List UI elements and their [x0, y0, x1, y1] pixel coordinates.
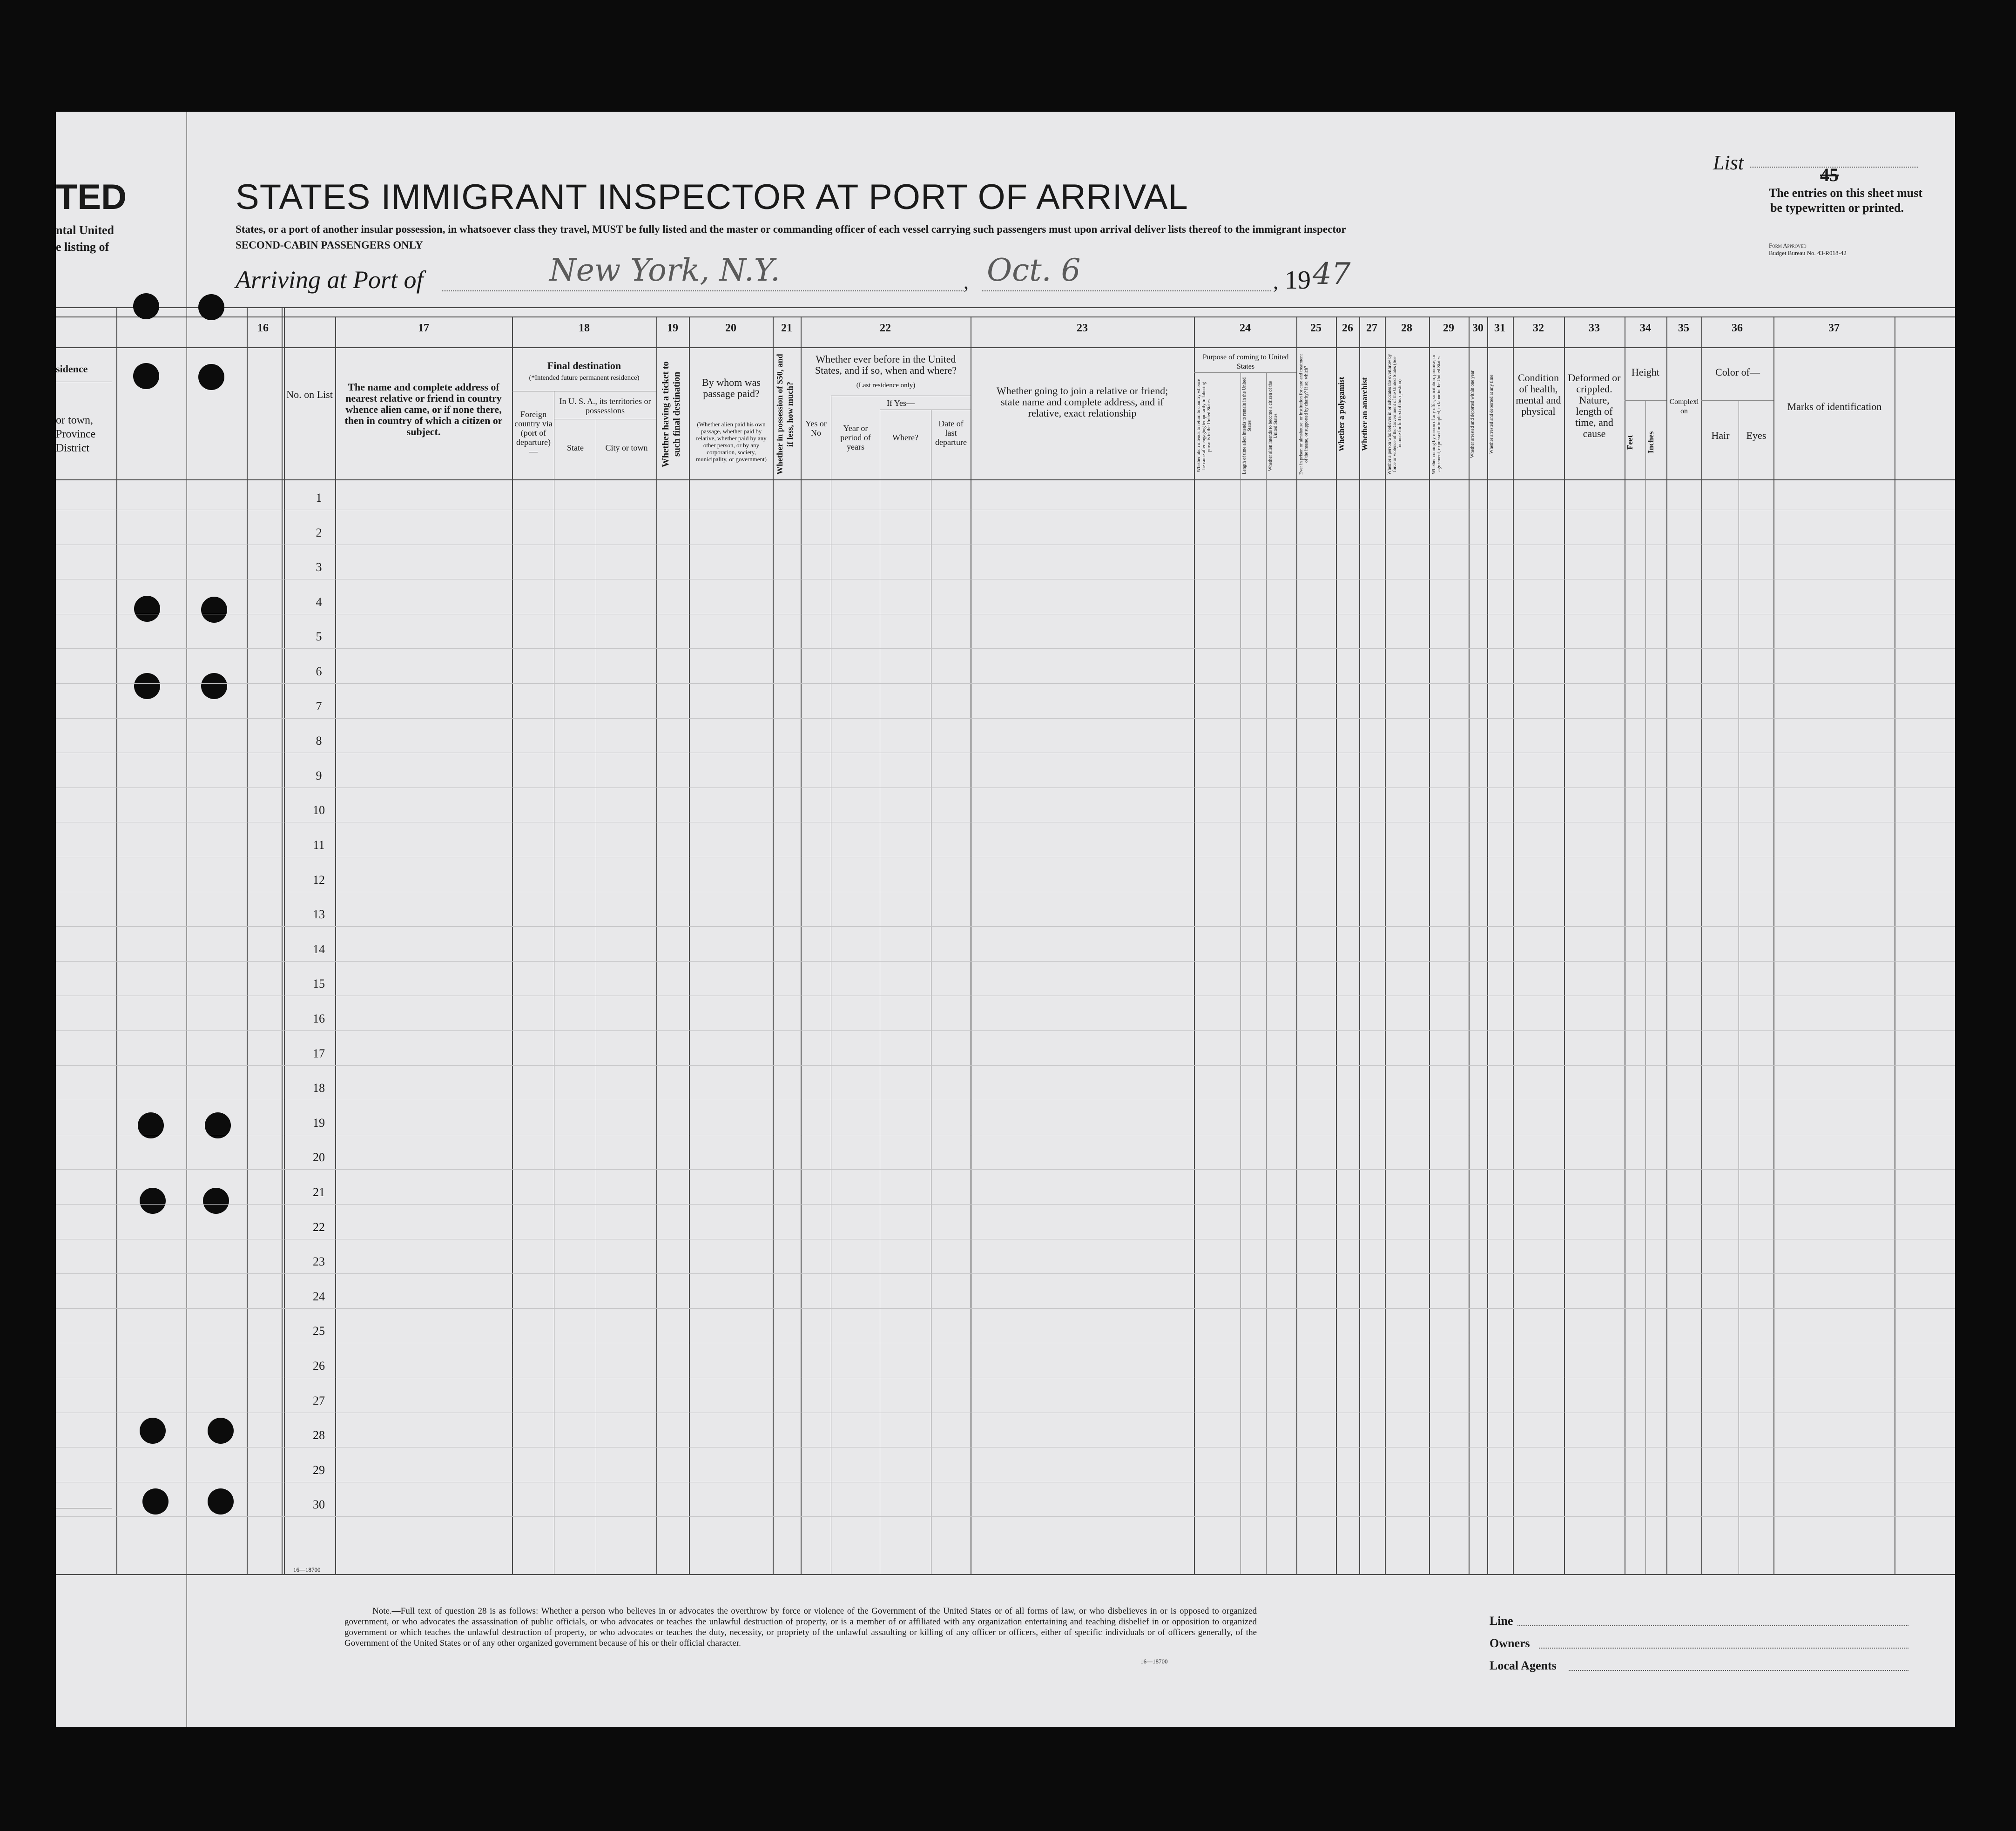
col-num-26: 26 — [1342, 322, 1353, 334]
title-fragment: TED — [56, 177, 127, 217]
row-number: 30 — [313, 1498, 325, 1512]
col-num-27: 27 — [1366, 322, 1377, 334]
header-c18-title: Final destination — [547, 360, 621, 371]
header-c36-title: Color of— — [1715, 366, 1760, 378]
header-c20-note: (Whether alien paid his own passage, whether paid by relative, whether paid by any other person, or by any corporation, society, municipality, or government) — [696, 421, 767, 463]
side-line-1: ntal United — [56, 223, 114, 237]
date-line — [982, 290, 1271, 291]
line-label: Line — [1490, 1614, 1513, 1628]
row-number: 24 — [313, 1289, 325, 1303]
header-c22-yesno: Yes or No — [805, 419, 827, 438]
header-c34-title: Height — [1632, 366, 1659, 378]
row-number: 19 — [313, 1116, 325, 1130]
date-value: Oct. 6 — [987, 252, 1081, 288]
header-c30: Whether arrested and deported within one year — [1470, 370, 1475, 458]
col-num-34: 34 — [1640, 322, 1651, 334]
col-num-36: 36 — [1732, 322, 1743, 334]
row-number: 12 — [313, 873, 325, 887]
row-number: 28 — [313, 1428, 325, 1442]
row-number: 8 — [316, 734, 322, 748]
row-number: 10 — [313, 803, 325, 817]
header-c23: Whether going to join a relative or friend; state name and complete address, and if relative, exact relationship — [996, 385, 1168, 419]
row-number: 1 — [316, 491, 322, 505]
header-c34-inches: Inches — [1646, 431, 1655, 453]
owners-field — [1539, 1648, 1908, 1649]
port-line — [442, 290, 964, 291]
owners-label: Owners — [1490, 1636, 1530, 1650]
row-number: 27 — [313, 1393, 325, 1407]
header-c33: Deformed or crippled. Nature, length of time, and cause — [1568, 372, 1621, 439]
row-number: 21 — [313, 1185, 325, 1199]
header-c26: Whether a polygamist — [1337, 377, 1346, 452]
row-number: 17 — [313, 1046, 325, 1060]
header-c22-date: Date of last departure — [935, 419, 967, 447]
header-c25: Ever in prison or almshouse, or institution for care and treatment of the insane, or supported by charity? If so, which? — [1299, 354, 1309, 475]
page-fold — [186, 112, 187, 1727]
port-value: New York, N.Y. — [549, 252, 780, 288]
row-rule — [56, 1065, 1955, 1066]
col-num-31: 31 — [1494, 322, 1505, 334]
residence-fragment: sidence — [56, 363, 88, 375]
budget-bureau: Budget Bureau No. 43-R018-42 — [1769, 249, 1847, 256]
form-title: STATES IMMIGRANT INSPECTOR AT PORT OF ARRIVAL — [236, 177, 1188, 217]
col-num-19: 19 — [667, 322, 678, 334]
header-c22-ifyes: If Yes— — [886, 398, 915, 408]
punch-hole — [140, 1418, 166, 1444]
year-printed: 19 — [1285, 266, 1311, 295]
punch-hole — [201, 597, 227, 623]
row-number: 13 — [313, 908, 325, 922]
header-c24-c: Whether alien intends to become a citizen of the United States — [1268, 381, 1278, 471]
header-c32: Condition of health, mental and physical — [1516, 372, 1561, 417]
year-written: 47 — [1313, 257, 1351, 291]
district-fragment: District — [56, 442, 89, 454]
punch-hole — [208, 1418, 234, 1444]
col-num-30: 30 — [1472, 322, 1483, 334]
header-c22-sub: (Last residence only) — [856, 382, 916, 389]
row-rule — [56, 1308, 1955, 1309]
punch-hole — [203, 1188, 229, 1214]
form-approved: Form Approved — [1769, 242, 1807, 249]
col-num-23: 23 — [1077, 322, 1088, 334]
header-c18-state: State — [567, 443, 584, 452]
row-number: 25 — [313, 1324, 325, 1338]
header-c18-usa: In U. S. A., its territories or possessions — [559, 397, 651, 415]
row-number: 4 — [316, 595, 322, 609]
row-rule — [56, 926, 1955, 927]
header-c18-foreign: Foreign country via (port of departure)— — [514, 410, 553, 456]
col-num-33: 33 — [1589, 322, 1600, 334]
punch-hole — [133, 363, 159, 389]
col-num-35: 35 — [1678, 322, 1689, 334]
row-number: 15 — [313, 977, 325, 991]
col-num-16: 16 — [257, 322, 269, 334]
side-line-2: e listing of — [56, 240, 109, 254]
row-number: 11 — [313, 838, 325, 852]
row-rule — [56, 1169, 1955, 1170]
form-code: 16—18700 — [293, 1566, 321, 1573]
row-number: 7 — [316, 699, 322, 713]
header-no-on-list: No. on List — [286, 389, 333, 400]
punch-hole — [208, 1488, 234, 1515]
col-num-29: 29 — [1443, 322, 1454, 334]
punch-hole — [134, 673, 160, 699]
header-c18-city: City or town — [605, 443, 648, 452]
punch-hole — [133, 293, 159, 319]
row-number: 23 — [313, 1255, 325, 1269]
row-rule — [56, 1516, 1955, 1517]
row-rule — [56, 648, 1955, 649]
punch-hole — [198, 294, 224, 320]
col-num-20: 20 — [725, 322, 736, 334]
header-c36-eyes: Eyes — [1746, 430, 1767, 441]
row-number: 14 — [313, 942, 325, 956]
row-number: 5 — [316, 630, 322, 644]
town-fragment: or town, — [56, 414, 93, 426]
header-c22-year: Year or period of years — [840, 424, 871, 451]
row-rule — [56, 718, 1955, 719]
header-c22-title: Whether ever before in the United States, and if so, when and where? — [815, 353, 957, 376]
header-c36-hair: Hair — [1711, 430, 1730, 441]
header-c35: Complexion — [1669, 398, 1699, 415]
list-number: 45 — [1820, 164, 1839, 185]
col-num-24: 24 — [1240, 322, 1251, 334]
class-note: SECOND-CABIN PASSENGERS ONLY — [236, 239, 423, 251]
header-c18-sub: (*Intended future permanent residence) — [529, 374, 640, 382]
agents-field — [1569, 1670, 1908, 1671]
header-c37: Marks of identification — [1787, 401, 1882, 412]
col-num-18: 18 — [579, 322, 590, 334]
form-subtitle: States, or a port of another insular possession, in whatsoever class they travel, MUST be fully listed and the master or commanding officer of each vessel carrying such passengers must upon arrival deliver lists thereof to the immigrant inspector — [236, 223, 1346, 235]
row-rule — [56, 1030, 1955, 1031]
row-rule — [56, 683, 1955, 684]
punch-hole — [140, 1188, 166, 1214]
header-c20-main: By whom was passage paid? — [702, 377, 761, 399]
footer-note: Note.—Full text of question 28 is as follows: Whether a person who believes in or advocates the overthrow by force or violence of the Government of the United States or of all forms of law, or who disbelieves in or is opposed to organized government, or who advocates the assassination of public officials, or who advocates or teaches the unlawful destruction of property, or is a member of or affiliated with any organization entertaining and teaching disbelief in or opposition to organized government or which teaches the unlawful destruction of property, or who advocates or teaches the duty, necessity, or propriety of the unlawful assaulting or killing of any officer or officers, either of specific individuals or of officers generally, of the Government of the United States or of any other organized government because of his or their official character. — [344, 1606, 1257, 1648]
header-c24-title: Purpose of coming to United States — [1202, 353, 1289, 370]
agents-label: Local Agents — [1490, 1659, 1557, 1672]
row-number: 6 — [316, 665, 322, 678]
punch-hole — [134, 596, 160, 622]
row-number: 9 — [316, 768, 322, 782]
row-number: 18 — [313, 1081, 325, 1095]
col-num-32: 32 — [1533, 322, 1544, 334]
row-number: 20 — [313, 1151, 325, 1165]
row-number: 3 — [316, 560, 322, 574]
footer-code: 16—18700 — [1140, 1658, 1168, 1665]
header-c28: Whether a person who believes in or advocates the overthrow by force or violence of the Government of the United States (See footnote for full text of this question) — [1387, 354, 1402, 475]
header-c24-a: Whether alien intends to return to country whence he came after engaging temporarily in laboring pursuits in the United States — [1196, 379, 1212, 473]
header-c21: Whether in possession of $50, and if less, how much? — [775, 354, 795, 475]
row-number: 16 — [313, 1012, 325, 1025]
header-c27: Whether an anarchist — [1360, 377, 1369, 451]
header-c31: Whether arrested and deported at any time — [1489, 375, 1494, 454]
entries-note-1: The entries on this sheet must — [1768, 186, 1922, 200]
punch-hole — [198, 364, 224, 390]
row-rule — [56, 1204, 1955, 1205]
row-number: 22 — [313, 1220, 325, 1234]
row-number: 2 — [316, 525, 322, 539]
header-c34-feet: Feet — [1625, 435, 1634, 450]
col-num-37: 37 — [1828, 322, 1840, 334]
header-c19: Whether having a ticket to such final destination — [661, 361, 682, 467]
header-c17: The name and complete address of nearest relative or friend in country whence alien came, or if none there, then in country of which a citizen or subject. — [344, 381, 503, 438]
col-num-17: 17 — [418, 322, 429, 334]
line-field — [1517, 1625, 1908, 1626]
col-num-25: 25 — [1310, 322, 1322, 334]
col-num-22: 22 — [880, 322, 891, 334]
col-num-21: 21 — [781, 322, 792, 334]
row-number: 29 — [313, 1463, 325, 1477]
punch-hole — [201, 673, 227, 699]
entries-note-2: be typewritten or printed. — [1770, 201, 1904, 215]
header-c29: Whether coming by reason of any offer, solicitation, promise, or agreement, expressed or implied, to labor in the United States — [1431, 354, 1442, 474]
header-c24-b: Length of time alien intends to remain in the United States — [1242, 377, 1252, 475]
row-rule — [56, 1273, 1955, 1274]
manifest-sheet: TED ntal United e listing of STATES IMMIGRANT INSPECTOR AT PORT OF ARRIVAL States, or a port of another insular possession, in whatsoever class they travel, MUST be fully listed and the master or commanding officer of each vessel carrying such passengers must upon arrival deliver lists thereof to the immigrant inspector SECOND-CABIN PASSENGERS ONLY Arriving at Port of New York, N.Y. , Oct. 6 , 19 47 List 45 The entries on this sheet must be typewritten or printed. Form Approved Budget Bureau No. 43-R018-42 sidence or town, Province District 16 17 18 19 20 21 22 23 24 25 26 27 28 29 30 31 32 33 34 35 36 37 No. on List The name and complete address of nearest relative or friend in country whence alien came, or if none there, then in country of which a citizen or subject. Final destination (*Intended future permanent residence) Foreign country via (port of departure)— In U. S. A., its territories or possessions State City or town Whether having a ticket to such final destination By whom was passage paid? (Whether alien paid his own passage, whether paid by relative, whether paid by any other person, or by any corporation, society, municipality, or government) Whether in possession of $50, and if less, how much? Whether ever before in the United States, and if so, when and where? (Last residence only) Yes or No If Yes— Year or period of years Where? Date of last departure Whether going to join a relative or friend; state name and complete address, and if relative, exact relationship Purpose of coming to United States Whether alien intends to return to country whence he came after engaging temporarily in laboring pursuits in the United States Length of time alien intends to remain in the United States Whether alien intends to become a citizen of the United States Ever in prison or almshouse, or institution for care and treatment of the insane, or supported by charity? If so, which? Whether a polygamist Whether an anarchist Whether a person who believes in or advocates the overthrow by force or violence of the Government of the United States (See footnote for full text of this question) Whether coming by reason of any offer, solicitation, promise, or agreement, expressed or implied, to labor in the United States Whether arrested and deported within one year Whether arrested and deported at any time Condition of health, mental and physical Deformed or crippled. Nature, length of time, and cause Height Feet Inches Complexion Color of— Hair Eyes Marks of identification 1 2 3 4 5 6 7 8 9 10 11 12 13 14 15 16 17 18 19 20 21 22 23 24 25 26 27 28 29 30 16—18700 Note.—Full text of question 28 is as follows: Whether a person who believes in or advocates the overthrow by force or violence of the Government of the United States or of all forms of law, or who disbelieves in or is opposed to organized government, or who advocates the assassination of public officials, or who advocates or teaches the unlawful destruction of property, or is a member of or affiliated with any organization entertaining and teaching disbelief in or opposition to organized government or which teaches the unlawful destruction of property, or who advocates or teaches the duty, necessity, or propriety of the unlawful assaulting or killing of any officer or officers, either of specific individuals or of officers generally, of the Government of the United States or of any other organized government because of his or their official character. 16—18700 Line Owners Local Agents — [56, 112, 1955, 1727]
arriving-label: Arriving at Port of — [236, 266, 424, 294]
list-label: List — [1713, 151, 1744, 174]
col-num-28: 28 — [1401, 322, 1412, 334]
row-rule — [56, 961, 1955, 962]
header-c22-where: Where? — [892, 433, 918, 442]
punch-hole — [142, 1488, 169, 1515]
row-number: 26 — [313, 1359, 325, 1373]
province-fragment: Province — [56, 428, 96, 440]
